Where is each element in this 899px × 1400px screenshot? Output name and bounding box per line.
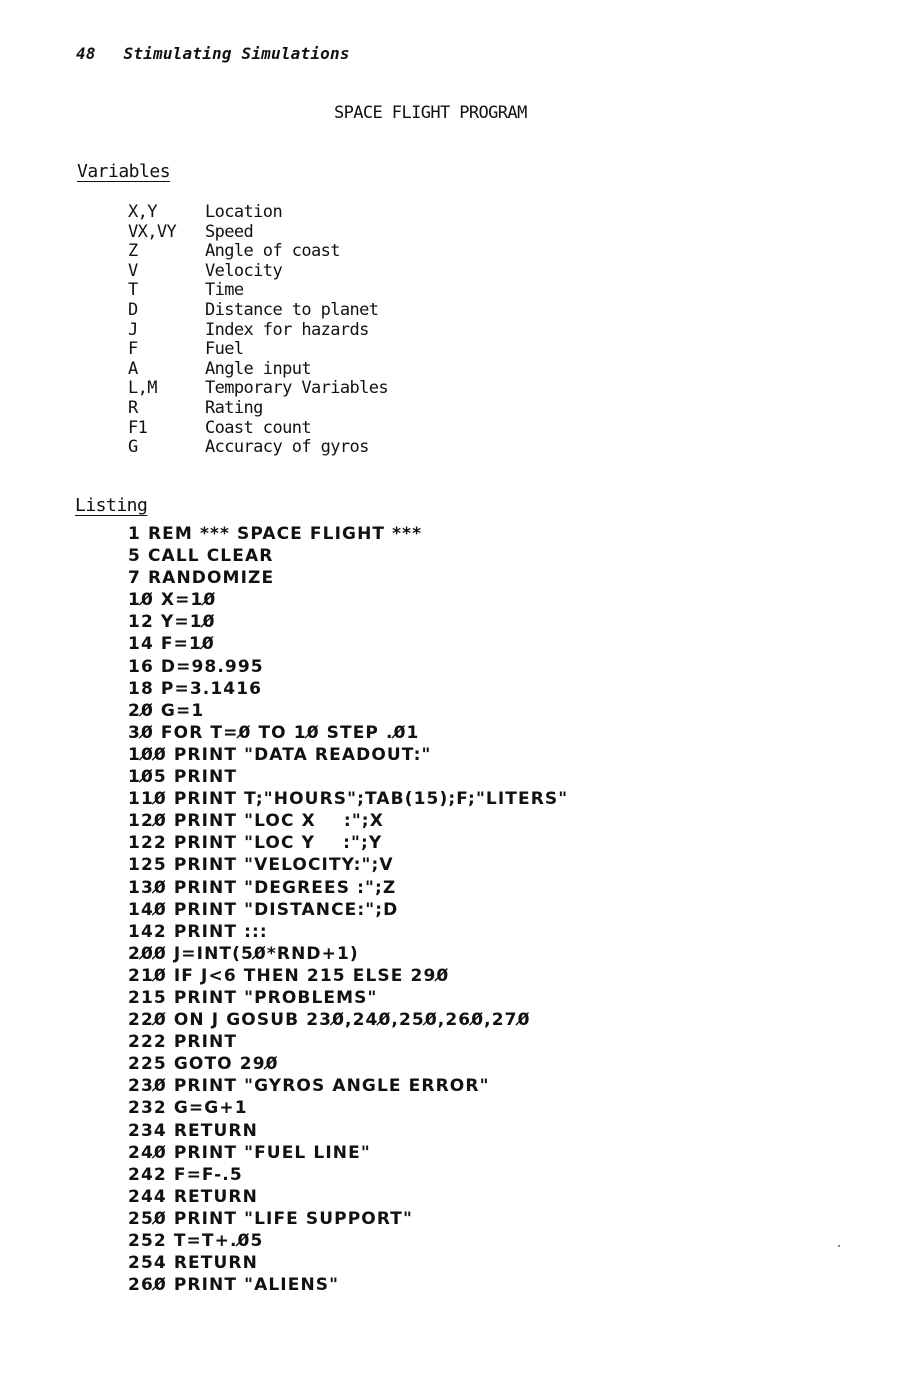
variable-description: Index for hazards	[205, 319, 369, 340]
variable-name: F1	[128, 417, 148, 438]
code-line: 122 PRINT "LOC Y :";Y	[128, 833, 383, 854]
variable-name: Z	[128, 241, 138, 262]
code-line: 10̸0̸ PRINT "DATA READOUT:"	[128, 744, 432, 765]
variable-name: V	[128, 260, 138, 281]
variable-name: R	[128, 397, 138, 418]
code-line: 16 D=98.995	[128, 656, 264, 677]
variable-row	[128, 223, 388, 243]
variable-name: G	[128, 437, 138, 458]
variable-row	[128, 301, 388, 321]
variable-description: Time	[205, 280, 244, 301]
variable-description: Angle of coast	[205, 241, 340, 262]
variable-row	[128, 321, 388, 341]
code-line: 14 F=10̸	[128, 634, 215, 655]
variable-row	[128, 379, 388, 399]
variable-name: F	[128, 339, 138, 360]
code-line: 7 RANDOMIZE	[128, 568, 275, 589]
variables-heading: Variables	[77, 161, 171, 182]
code-line: 232 G=G+1	[128, 1098, 248, 1119]
print-speck	[838, 1245, 840, 1247]
variable-name: A	[128, 358, 138, 379]
variable-row	[128, 242, 388, 262]
code-line: 210̸ IF J<6 THEN 215 ELSE 290̸	[128, 965, 450, 986]
variables-table	[128, 203, 388, 458]
code-line: 125 PRINT "VELOCITY:";V	[128, 855, 394, 876]
code-line: 140̸ PRINT "DISTANCE:";D	[128, 899, 399, 920]
code-line: 244 RETURN	[128, 1186, 258, 1207]
variable-description: Rating	[205, 397, 263, 418]
code-line: 120̸ PRINT "LOC X :";X	[128, 811, 384, 832]
program-title: SPACE FLIGHT PROGRAM	[334, 103, 527, 123]
code-line: 10̸5 PRINT	[128, 767, 238, 788]
code-line: 260̸ PRINT "ALIENS"	[128, 1275, 340, 1296]
code-line: 234 RETURN	[128, 1120, 258, 1141]
variable-row	[128, 203, 388, 223]
variable-row	[128, 262, 388, 282]
variable-description: Fuel	[205, 339, 244, 360]
code-line: 252 T=T+.0̸5	[128, 1231, 264, 1251]
variable-name: T	[128, 280, 138, 301]
code-line: 20̸ G=1	[128, 700, 205, 721]
variable-row	[128, 340, 388, 360]
code-line: 242 F=F-.5	[128, 1164, 243, 1185]
variable-description: Temporary Variables	[205, 378, 389, 399]
code-line: 10̸ X=10̸	[128, 590, 217, 611]
code-line: 222 PRINT	[128, 1032, 238, 1053]
listing-heading: Listing	[75, 495, 148, 516]
code-listing	[128, 523, 568, 1296]
variable-description: Distance to planet	[205, 299, 379, 320]
variable-name: VX,VY	[128, 221, 177, 242]
code-line: 1 REM *** SPACE FLIGHT ***	[128, 524, 423, 544]
variable-row	[128, 281, 388, 301]
code-line: 18 P=3.1416	[128, 678, 263, 699]
variable-row	[128, 399, 388, 419]
book-title: Stimulating Simulations	[123, 44, 350, 63]
code-line: 130̸ PRINT "DEGREES :";Z	[128, 877, 397, 898]
code-line: 240̸ PRINT "FUEL LINE"	[128, 1142, 371, 1163]
code-line: 215 PRINT "PROBLEMS"	[128, 987, 378, 1008]
variable-name: X,Y	[128, 202, 157, 222]
page-number: 48	[76, 44, 96, 63]
code-line: 142 PRINT :::	[128, 921, 268, 942]
code-line: 220̸ ON J GOSUB 230̸,240̸,250̸,260̸,270̸	[128, 1010, 531, 1031]
code-line: 30̸ FOR T=0̸ TO 10̸ STEP .0̸1	[128, 722, 420, 743]
variable-description: Accuracy of gyros	[205, 437, 369, 458]
variable-row	[128, 438, 388, 458]
code-line: 230̸ PRINT "GYROS ANGLE ERROR"	[128, 1076, 490, 1097]
code-line: 12 Y=10̸	[128, 612, 216, 633]
variable-description: Velocity	[205, 260, 283, 281]
variable-name: J	[128, 319, 138, 340]
variable-description: Location	[205, 202, 283, 222]
variable-description: Angle input	[205, 358, 311, 379]
variable-name: D	[128, 299, 138, 320]
code-line: 225 GOTO 290̸	[128, 1054, 279, 1075]
variable-description: Coast count	[205, 417, 311, 438]
variable-description: Speed	[205, 221, 254, 242]
code-line: 110̸ PRINT T;"HOURS";TAB(15);F;"LITERS"	[128, 789, 569, 810]
code-line: 5 CALL CLEAR	[128, 546, 274, 567]
code-line: 250̸ PRINT "LIFE SUPPORT"	[128, 1208, 413, 1229]
variable-row	[128, 419, 388, 439]
code-line: 254 RETURN	[128, 1253, 258, 1274]
variable-name: L,M	[128, 378, 157, 399]
variable-row	[128, 360, 388, 380]
code-line: 20̸0̸ J=INT(50̸*RND+1)	[128, 943, 359, 964]
running-header	[76, 44, 350, 63]
